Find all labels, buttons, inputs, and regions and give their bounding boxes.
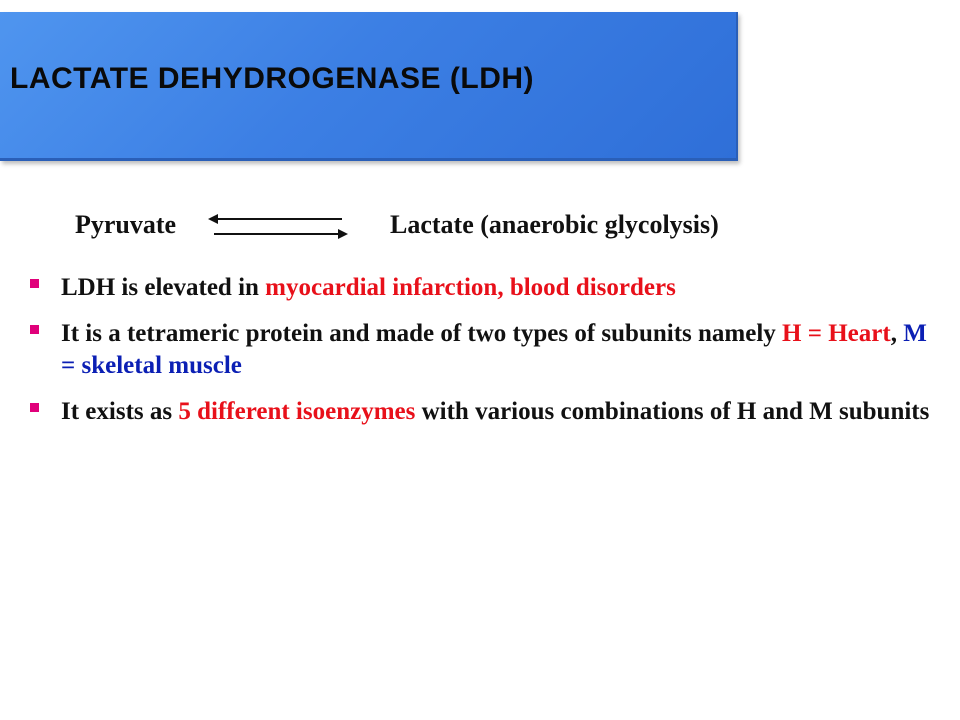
bullet-text: It is a tetrameric protein and made of two types of subunits namely: [61, 320, 783, 347]
bullet-square-icon: [30, 325, 39, 334]
reversible-arrows-icon: [208, 213, 348, 239]
slide-title: LACTATE DEHYDROGENASE (LDH): [10, 62, 535, 95]
bullet-text: It exists as: [61, 398, 179, 425]
bullet-item: [30, 396, 930, 428]
bullet-text: LDH is elevated in: [61, 274, 266, 301]
highlight-red: 5 different isoenzymes: [178, 398, 416, 425]
bullet-item: [30, 272, 930, 304]
bullet-text-end: with various combinations of H and M subunits: [415, 398, 930, 425]
bullet-item: [30, 318, 930, 382]
product-lactate: Lactate (anaerobic glycolysis): [390, 210, 719, 239]
bullet-square-icon: [30, 403, 39, 412]
separator: ,: [890, 320, 904, 347]
bullet-square-icon: [30, 279, 39, 288]
bullet-list: [30, 272, 930, 442]
highlight-blue: M = skeletal muscle: [61, 320, 927, 379]
reaction-equation: [0, 210, 960, 250]
reactant-pyruvate: Pyruvate: [75, 210, 177, 239]
highlight-red: H = Heart: [782, 320, 891, 347]
highlight-red: myocardial infarction, blood disorders: [265, 274, 676, 301]
